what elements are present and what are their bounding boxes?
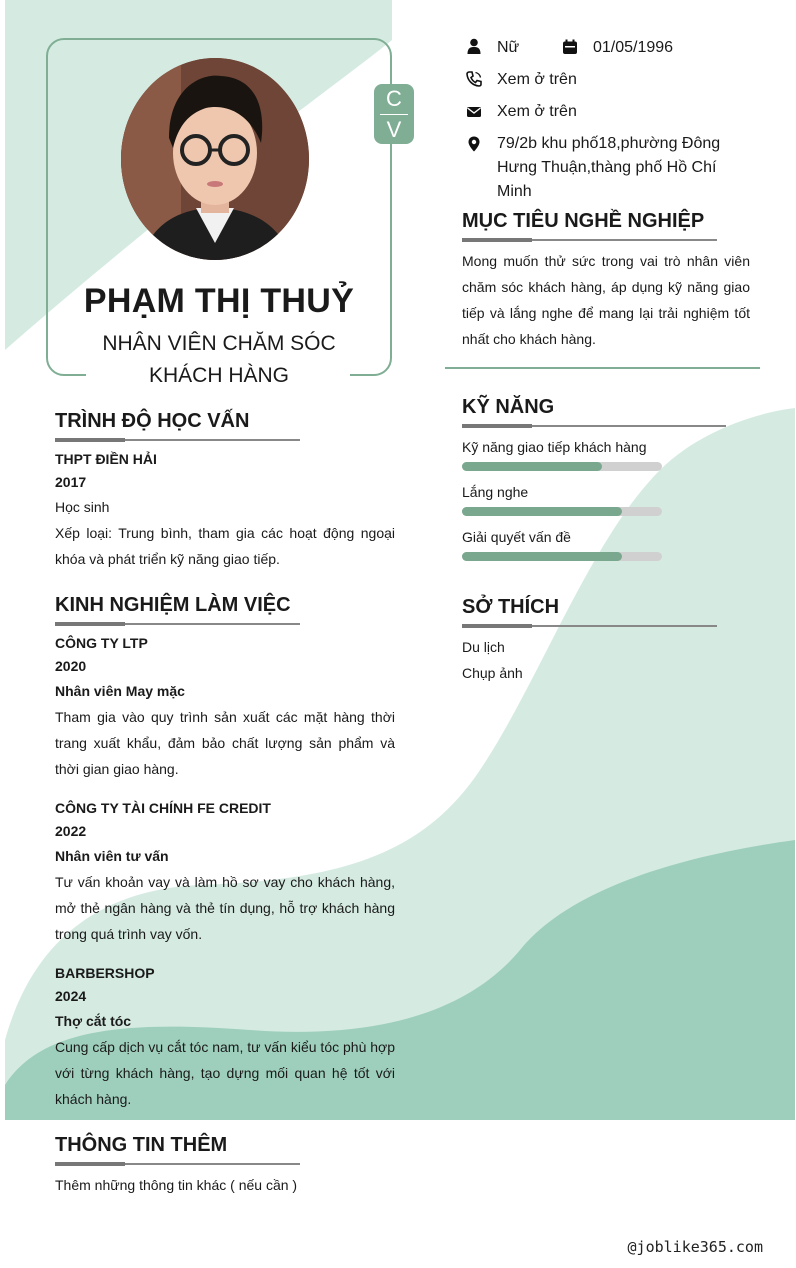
avatar-illustration: [121, 58, 309, 260]
cv-badge-v: V: [386, 117, 402, 142]
hobbies-title: SỞ THÍCH: [462, 596, 560, 618]
extra-info-text: Thêm những thông tin khác ( nếu cần ): [55, 1177, 298, 1193]
extra-info-title: THÔNG TIN THÊM: [55, 1134, 228, 1156]
experience-year: 2022: [55, 823, 87, 839]
skill-bar: [462, 507, 662, 516]
experience-title: KINH NGHIỆM LÀM VIỆC: [55, 594, 291, 616]
location-pin-icon: [466, 136, 482, 152]
hobbies-underline: [462, 625, 717, 627]
email-icon: [466, 104, 482, 120]
skills-title: KỸ NĂNG: [462, 396, 555, 418]
skill-bar-fill: [462, 507, 622, 516]
email-value: Xem ở trên: [497, 103, 577, 120]
objective-underline: [462, 239, 717, 241]
person-icon: [466, 38, 482, 54]
company-name: CÔNG TY LTP: [55, 635, 148, 651]
skill-bar: [462, 462, 662, 471]
experience-year: 2024: [55, 988, 87, 1004]
skill-bar-fill: [462, 462, 602, 471]
phone-value: Xem ở trên: [497, 71, 577, 88]
company-name: CÔNG TY TÀI CHÍNH FE CREDIT: [55, 800, 271, 816]
hobby-item: Chụp ảnh: [462, 665, 523, 681]
skill-label: Lắng nghe: [462, 484, 529, 500]
extra-info-underline: [55, 1163, 300, 1165]
skills-underline: [462, 425, 726, 427]
company-name: BARBERSHOP: [55, 965, 155, 981]
cv-badge-divider: [380, 114, 408, 115]
experience-desc: Cung cấp dịch vụ cắt tóc nam, tư vấn kiểu tóc phù hợp với từng khách hàng, tạo dựng mối quan hệ tốt với khách hàng.: [55, 1039, 395, 1107]
experience-year: 2020: [55, 658, 87, 674]
objective-text: Mong muốn thử sức trong vai trò nhân viên chăm sóc khách hàng, áp dụng kỹ năng giao tiếp và lắng nghe để mang lại trải nghiệm tốt nhất cho khách hàng.: [462, 253, 750, 347]
education-underline: [55, 439, 300, 441]
skill-label: Kỹ năng giao tiếp khách hàng: [462, 439, 647, 455]
experience-position: Nhân viên May mặc: [55, 683, 185, 699]
school-name: THPT ĐIỀN HẢI: [55, 451, 157, 467]
objective-title: MỤC TIÊU NGHỀ NGHIỆP: [462, 210, 705, 232]
watermark: @joblike365.com: [627, 1238, 763, 1256]
birthday-value: 01/05/1996: [593, 39, 674, 56]
skill-bar: [462, 552, 662, 561]
right-divider: [445, 367, 760, 369]
experience-position: Thợ cắt tóc: [55, 1013, 132, 1029]
cv-badge-c: C: [386, 86, 402, 111]
education-role: Học sinh: [55, 499, 110, 515]
experience-desc: Tư vấn khoản vay và làm hồ sơ vay cho khách hàng, mở thẻ ngân hàng và thẻ tín dụng, hỗ trợ khách hàng trong quá trình vay vốn.: [55, 874, 395, 942]
calendar-icon: [562, 39, 578, 55]
experience-position: Nhân viên tư vấn: [55, 848, 169, 864]
hobby-item: Du lịch: [462, 639, 505, 655]
education-desc: Xếp loại: Trung bình, tham gia các hoạt động ngoại khóa và phát triển kỹ năng giao tiếp.: [55, 525, 395, 567]
gender-value: Nữ: [497, 39, 520, 56]
address-value: 79/2b khu phố18,phường Đông Hưng Thuận,thàng phố Hồ Chí Minh: [497, 135, 721, 200]
cv-badge: [374, 84, 414, 144]
phone-icon: [466, 71, 482, 87]
skill-bar-fill: [462, 552, 622, 561]
experience-desc: Tham gia vào quy trình sản xuất các mặt hàng thời trang xuất khẩu, đảm bảo chất lượng sản phẩm và thời gian giao hàng.: [55, 709, 395, 777]
skill-label: Giải quyết vấn đề: [462, 529, 571, 545]
avatar: [121, 58, 309, 260]
job-title: NHÂN VIÊN CHĂM SÓC KHÁCH HÀNG: [102, 332, 336, 387]
candidate-name: PHẠM THỊ THUỶ: [83, 282, 355, 320]
education-year: 2017: [55, 474, 87, 490]
experience-underline: [55, 623, 300, 625]
education-title: TRÌNH ĐỘ HỌC VẤN: [55, 410, 250, 432]
